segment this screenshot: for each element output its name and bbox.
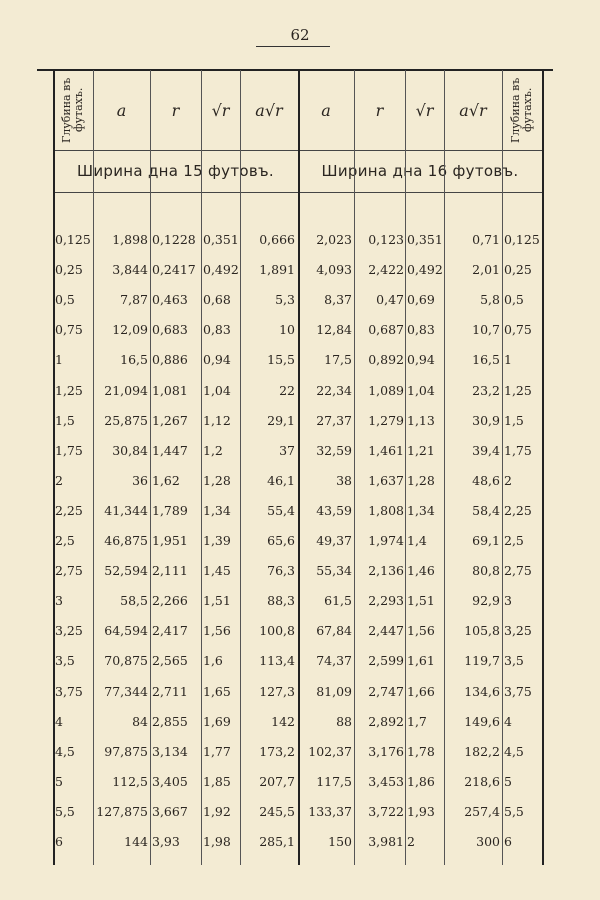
cell-a-15: 12,09	[112, 322, 148, 338]
cell-depth-right: 1	[504, 352, 512, 368]
cell-a-16: 81,09	[316, 683, 352, 699]
cell-a-15: 58,5	[120, 593, 148, 609]
cell-r-15: 2,711	[152, 683, 188, 699]
cell-a-sqrt-r-16: 119,7	[464, 653, 500, 669]
cell-a-sqrt-r-15: 10	[279, 322, 295, 338]
cell-sqrt-r-15: 1,45	[203, 563, 231, 579]
cell-a-sqrt-r-15: 285,1	[259, 834, 295, 849]
cell-a-sqrt-r-15: 37	[279, 442, 295, 458]
cell-a-16: 102,37	[308, 743, 352, 759]
cell-depth-right: 2,25	[504, 502, 532, 518]
cell-r-16: 3,453	[368, 773, 404, 789]
col-header-r-15: r	[171, 100, 180, 120]
cell-a-15: 3,844	[112, 262, 148, 278]
table-row	[0, 503, 600, 523]
col-header-a-15: a	[116, 100, 127, 120]
cell-sqrt-r-15: 1,2	[203, 442, 223, 458]
cell-a-sqrt-r-15: 88,3	[267, 593, 295, 609]
table-row	[0, 473, 600, 493]
cell-r-16: 0,892	[368, 352, 404, 368]
cell-a-16: 150	[328, 834, 352, 849]
cell-depth: 3,25	[55, 623, 83, 639]
cell-a-16: 2,023	[316, 232, 352, 247]
cell-r-16: 1,089	[368, 382, 404, 398]
cell-a-16: 12,84	[316, 322, 352, 338]
section-title-15ft: Ширина дна 15 футовъ.	[77, 162, 274, 180]
cell-sqrt-r-16: 1,13	[407, 412, 435, 428]
cell-a-sqrt-r-15: 173,2	[259, 743, 295, 759]
cell-depth: 2,25	[55, 502, 83, 518]
cell-a-15: 25,875	[104, 412, 148, 428]
cell-r-15: 1,62	[152, 472, 180, 488]
cell-depth: 5	[55, 773, 63, 789]
cell-r-15: 2,417	[152, 623, 188, 639]
cell-a-sqrt-r-15: 46,1	[267, 472, 295, 488]
cell-depth-right: 1,5	[504, 412, 524, 428]
cell-depth: 2,75	[55, 563, 83, 579]
cell-a-sqrt-r-16: 2,01	[472, 262, 500, 278]
cell-depth-right: 5,5	[504, 803, 524, 819]
cell-sqrt-r-16: 1,34	[407, 502, 435, 518]
cell-depth: 1,75	[55, 442, 83, 458]
cell-depth-right: 3,75	[504, 683, 532, 699]
table-row	[0, 383, 600, 403]
cell-a-sqrt-r-15: 245,5	[259, 803, 295, 819]
cell-a-16: 67,84	[316, 623, 352, 639]
cell-depth-right: 1,75	[504, 442, 532, 458]
cell-sqrt-r-16: 0,351	[407, 232, 443, 247]
cell-r-15: 2,111	[152, 563, 188, 579]
cell-sqrt-r-15: 1,56	[203, 623, 231, 639]
cell-depth-right: 0,125	[504, 232, 540, 247]
cell-r-16: 2,892	[368, 713, 404, 729]
cell-a-sqrt-r-15: 0,666	[259, 232, 295, 247]
cell-depth-right: 4,5	[504, 743, 524, 759]
table-row	[0, 593, 600, 613]
cell-a-15: 127,875	[96, 803, 148, 819]
table-row	[0, 714, 600, 734]
table-row	[0, 684, 600, 704]
cell-r-16: 0,687	[368, 322, 404, 338]
cell-r-15: 1,447	[152, 442, 188, 458]
cell-sqrt-r-16: 0,492	[407, 262, 443, 278]
cell-depth-right: 0,25	[504, 262, 532, 278]
cell-sqrt-r-15: 0,351	[203, 232, 239, 247]
cell-r-16: 0,47	[376, 292, 404, 308]
cell-a-15: 30,84	[112, 442, 148, 458]
cell-a-sqrt-r-15: 142	[271, 713, 295, 729]
cell-a-16: 22,34	[316, 382, 352, 398]
cell-a-15: 7,87	[120, 292, 148, 308]
table-row	[0, 653, 600, 673]
cell-a-15: 52,594	[104, 563, 148, 579]
cell-depth: 4,5	[55, 743, 75, 759]
cell-sqrt-r-16: 1,21	[407, 442, 435, 458]
cell-sqrt-r-16: 1,86	[407, 773, 435, 789]
cell-a-15: 41,344	[104, 502, 148, 518]
cell-a-sqrt-r-15: 55,4	[267, 502, 295, 518]
cell-a-sqrt-r-16: 257,4	[464, 803, 500, 819]
col-header-a-sqrt-r-15: a√r	[255, 100, 283, 120]
cell-depth-right: 6	[504, 834, 512, 849]
cell-sqrt-r-15: 1,34	[203, 502, 231, 518]
cell-sqrt-r-16: 0,94	[407, 352, 435, 368]
cell-a-sqrt-r-15: 22	[279, 382, 295, 398]
depth-header-right: Глубина въ футахъ.	[509, 77, 534, 143]
cell-a-15: 1,898	[112, 232, 148, 247]
table-row	[0, 804, 600, 824]
cell-r-15: 0,2417	[152, 262, 196, 278]
page-number: 62	[290, 26, 310, 44]
cell-sqrt-r-15: 1,39	[203, 533, 231, 548]
cell-a-sqrt-r-16: 58,4	[472, 502, 500, 518]
cell-depth-right: 2,75	[504, 563, 532, 579]
cell-a-sqrt-r-15: 100,8	[259, 623, 295, 639]
cell-a-16: 88	[336, 713, 352, 729]
cell-depth-right: 4	[504, 713, 512, 729]
cell-a-16: 43,59	[316, 502, 352, 518]
cell-sqrt-r-16: 2	[407, 834, 415, 849]
cell-depth: 5,5	[55, 803, 75, 819]
cell-sqrt-r-15: 0,68	[203, 292, 231, 308]
cell-sqrt-r-15: 0,492	[203, 262, 239, 278]
cell-a-sqrt-r-15: 127,3	[259, 683, 295, 699]
cell-a-sqrt-r-16: 0,71	[472, 232, 500, 247]
cell-r-16: 2,293	[368, 593, 404, 609]
cell-depth-right: 0,75	[504, 322, 532, 338]
cell-r-15: 0,683	[152, 322, 188, 338]
cell-sqrt-r-15: 1,69	[203, 713, 231, 729]
cell-r-15: 2,266	[152, 593, 188, 609]
table-row	[0, 322, 600, 342]
cell-r-16: 3,722	[368, 803, 404, 819]
cell-depth: 0,75	[55, 322, 83, 338]
cell-sqrt-r-15: 1,77	[203, 743, 231, 759]
cell-a-sqrt-r-16: 16,5	[472, 352, 500, 368]
cell-sqrt-r-15: 1,04	[203, 382, 231, 398]
cell-sqrt-r-15: 1,92	[203, 803, 231, 819]
cell-a-15: 77,344	[104, 683, 148, 699]
cell-a-sqrt-r-16: 23,2	[472, 382, 500, 398]
cell-a-15: 36	[132, 472, 148, 488]
cell-sqrt-r-16: 1,61	[407, 653, 435, 669]
cell-sqrt-r-16: 1,78	[407, 743, 435, 759]
cell-depth: 2	[55, 472, 63, 488]
cell-sqrt-r-15: 1,51	[203, 593, 231, 609]
cell-a-sqrt-r-15: 5,3	[275, 292, 295, 308]
cell-r-15: 2,855	[152, 713, 188, 729]
cell-r-15: 1,789	[152, 502, 188, 518]
cell-sqrt-r-16: 1,46	[407, 563, 435, 579]
cell-sqrt-r-15: 0,83	[203, 322, 231, 338]
cell-a-15: 112,5	[112, 773, 148, 789]
cell-r-15: 2,565	[152, 653, 188, 669]
col-header-a-16: a	[321, 100, 331, 120]
cell-a-sqrt-r-15: 76,3	[267, 563, 295, 579]
cell-a-15: 84	[132, 713, 148, 729]
col-header-sqrt-r-15: √r	[211, 100, 230, 120]
cell-r-15: 1,267	[152, 412, 188, 428]
cell-a-16: 27,37	[316, 412, 352, 428]
cell-r-15: 0,886	[152, 352, 188, 368]
cell-a-sqrt-r-16: 69,1	[472, 533, 500, 548]
cell-depth-right: 2,5	[504, 533, 524, 548]
cell-a-sqrt-r-16: 92,9	[472, 593, 500, 609]
cell-r-15: 3,134	[152, 743, 188, 759]
cell-r-16: 0,123	[368, 232, 404, 247]
cell-depth: 1	[55, 352, 63, 368]
cell-depth: 4	[55, 713, 63, 729]
cell-a-sqrt-r-16: 149,6	[464, 713, 500, 729]
cell-a-16: 55,34	[316, 563, 352, 579]
cell-depth: 6	[55, 834, 63, 849]
table-row	[0, 232, 600, 252]
cell-depth: 1,25	[55, 382, 83, 398]
cell-r-15: 3,405	[152, 773, 188, 789]
cell-a-sqrt-r-16: 300	[476, 834, 500, 849]
cell-a-15: 46,875	[104, 533, 148, 548]
cell-sqrt-r-15: 1,12	[203, 412, 231, 428]
cell-a-sqrt-r-15: 65,6	[267, 533, 295, 548]
cell-r-15: 1,951	[152, 533, 188, 548]
cell-a-16: 74,37	[316, 653, 352, 669]
cell-a-sqrt-r-16: 39,4	[472, 442, 500, 458]
cell-depth: 0,125	[55, 232, 91, 247]
cell-a-sqrt-r-15: 15,5	[267, 352, 295, 368]
cell-a-sqrt-r-15: 29,1	[267, 412, 295, 428]
cell-a-15: 64,594	[104, 623, 148, 639]
cell-sqrt-r-16: 1,04	[407, 382, 435, 398]
table-row	[0, 533, 600, 553]
cell-r-15: 3,93	[152, 834, 180, 849]
cell-a-16: 17,5	[324, 352, 352, 368]
cell-a-16: 61,5	[324, 593, 352, 609]
cell-r-16: 2,447	[368, 623, 404, 639]
cell-depth: 3,75	[55, 683, 83, 699]
cell-depth: 0,25	[55, 262, 83, 278]
cell-r-16: 3,981	[368, 834, 404, 849]
cell-depth-right: 3,5	[504, 653, 524, 669]
cell-a-sqrt-r-16: 105,8	[464, 623, 500, 639]
col-header-r-16: r	[375, 100, 384, 120]
cell-a-16: 49,37	[316, 533, 352, 548]
cell-depth-right: 5	[504, 773, 512, 789]
cell-a-16: 32,59	[316, 442, 352, 458]
col-header-sqrt-r-16: √r	[415, 100, 434, 120]
cell-sqrt-r-16: 1,28	[407, 472, 435, 488]
table-row	[0, 292, 600, 312]
cell-r-16: 1,974	[368, 533, 404, 548]
table-row	[0, 262, 600, 282]
cell-a-sqrt-r-16: 5,8	[480, 292, 500, 308]
cell-depth: 3,5	[55, 653, 75, 669]
cell-sqrt-r-15: 1,98	[203, 834, 231, 849]
cell-depth-right: 2	[504, 472, 512, 488]
page-number-rule	[256, 46, 330, 47]
cell-r-16: 1,637	[368, 472, 404, 488]
cell-a-sqrt-r-16: 10,7	[472, 322, 500, 338]
cell-a-16: 117,5	[316, 773, 352, 789]
cell-a-16: 8,37	[324, 292, 352, 308]
cell-depth-right: 3	[504, 593, 512, 609]
table-row	[0, 563, 600, 583]
section-title-16ft: Ширина дна 16 футовъ.	[321, 162, 519, 180]
cell-sqrt-r-16: 1,7	[407, 713, 427, 729]
cell-depth-right: 0,5	[504, 292, 524, 308]
cell-sqrt-r-16: 1,93	[407, 803, 435, 819]
cell-a-15: 70,875	[104, 653, 148, 669]
cell-r-15: 0,1228	[152, 232, 196, 247]
table-row	[0, 834, 600, 854]
cell-a-sqrt-r-16: 218,6	[464, 773, 500, 789]
cell-depth-right: 3,25	[504, 623, 532, 639]
cell-a-15: 16,5	[120, 352, 148, 368]
cell-r-16: 1,279	[368, 412, 404, 428]
table-row	[0, 623, 600, 643]
col-header-a-sqrt-r-16: a√r	[459, 100, 487, 120]
cell-a-sqrt-r-15: 207,7	[259, 773, 295, 789]
cell-a-sqrt-r-15: 1,891	[259, 262, 295, 278]
cell-sqrt-r-16: 0,69	[407, 292, 435, 308]
cell-r-16: 2,136	[368, 563, 404, 579]
cell-a-sqrt-r-15: 113,4	[259, 653, 295, 669]
cell-depth: 3	[55, 593, 63, 609]
cell-depth-right: 1,25	[504, 382, 532, 398]
cell-sqrt-r-16: 1,51	[407, 593, 435, 609]
cell-r-15: 0,463	[152, 292, 188, 308]
cell-sqrt-r-15: 1,6	[203, 653, 223, 669]
cell-a-16: 38	[336, 472, 352, 488]
cell-a-sqrt-r-16: 182,2	[464, 743, 500, 759]
cell-sqrt-r-15: 1,28	[203, 472, 231, 488]
cell-a-15: 21,094	[104, 382, 148, 398]
cell-r-15: 3,667	[152, 803, 188, 819]
cell-a-sqrt-r-16: 134,6	[464, 683, 500, 699]
cell-sqrt-r-15: 1,65	[203, 683, 231, 699]
table-row	[0, 443, 600, 463]
cell-a-sqrt-r-16: 80,8	[472, 563, 500, 579]
cell-r-16: 2,599	[368, 653, 404, 669]
cell-depth: 0,5	[55, 292, 75, 308]
cell-r-16: 2,747	[368, 683, 404, 699]
cell-r-16: 2,422	[368, 262, 404, 278]
cell-sqrt-r-16: 1,66	[407, 683, 435, 699]
cell-a-15: 97,875	[104, 743, 148, 759]
cell-sqrt-r-16: 1,56	[407, 623, 435, 639]
cell-depth: 2,5	[55, 533, 75, 548]
cell-a-sqrt-r-16: 48,6	[472, 472, 500, 488]
cell-r-16: 1,461	[368, 442, 404, 458]
cell-a-16: 133,37	[308, 803, 352, 819]
cell-sqrt-r-16: 1,4	[407, 533, 427, 548]
cell-sqrt-r-16: 0,83	[407, 322, 435, 338]
cell-sqrt-r-15: 0,94	[203, 352, 231, 368]
cell-depth: 1,5	[55, 412, 75, 428]
depth-header-left: Глубина въ футахъ.	[60, 77, 85, 143]
table-row	[0, 352, 600, 372]
table-row	[0, 774, 600, 794]
cell-a-15: 144	[124, 834, 148, 849]
cell-a-16: 4,093	[316, 262, 352, 278]
cell-r-15: 1,081	[152, 382, 188, 398]
cell-r-16: 3,176	[368, 743, 404, 759]
table-row	[0, 413, 600, 433]
cell-a-sqrt-r-16: 30,9	[472, 412, 500, 428]
table-row	[0, 744, 600, 764]
cell-sqrt-r-15: 1,85	[203, 773, 231, 789]
cell-r-16: 1,808	[368, 502, 404, 518]
